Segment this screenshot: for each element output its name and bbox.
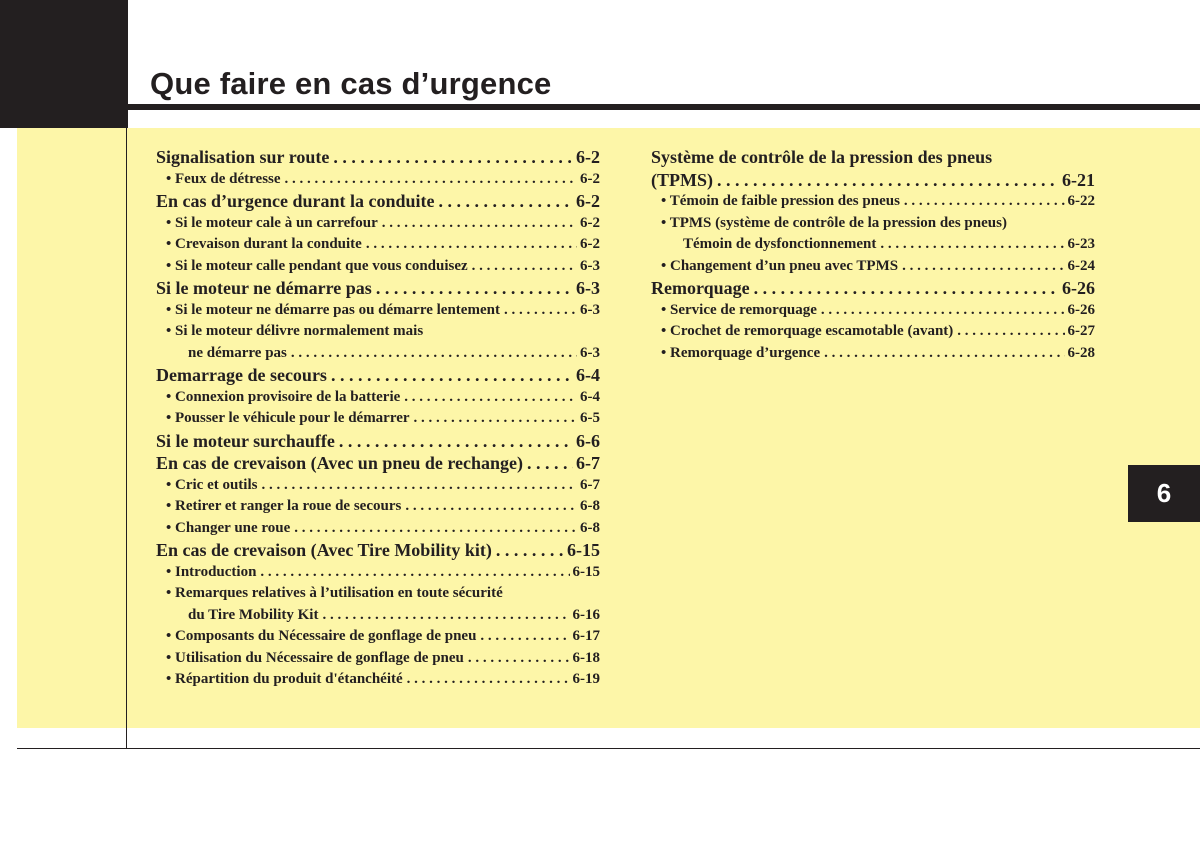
toc-subentry[interactable] [651, 256, 1095, 278]
toc-entry-label: • Pousser le véhicule pour le démarrer [166, 410, 410, 426]
toc-entry-label: • Introduction [166, 563, 257, 580]
toc-subentry[interactable] [156, 343, 600, 365]
toc-section-entry[interactable] [156, 190, 600, 213]
toc-page-number: 6-27 [1067, 323, 1095, 339]
toc-section-entry[interactable] [156, 277, 600, 300]
toc-page-number: 6-4 [580, 388, 600, 405]
dot-leader [257, 475, 577, 497]
dot-leader [335, 430, 573, 453]
dot-leader [403, 669, 570, 691]
toc-entry-label: • Crochet de remorquage escamotable (avant) [661, 323, 954, 339]
dot-leader [372, 277, 573, 300]
toc-entry-label: En cas d’urgence durant la conduite [156, 191, 435, 211]
toc-entry-label: • Connexion provisoire de la batterie [166, 388, 401, 405]
footer-rule [17, 748, 1200, 749]
toc-entry-label: Témoin de dysfonctionnement [683, 236, 877, 252]
toc-page-number: 6-26 [1067, 301, 1095, 318]
toc-section-entry[interactable] [156, 146, 600, 169]
toc-page-number: 6-17 [572, 628, 600, 644]
toc-page-number: 6-8 [580, 519, 600, 536]
dot-leader [401, 496, 577, 518]
toc-subentry[interactable] [156, 256, 600, 278]
toc-page-number: 6-22 [1067, 193, 1095, 209]
toc-entry-label: • Feux de détresse [166, 170, 281, 187]
toc-subentry[interactable] [156, 669, 600, 691]
margin-rule [126, 110, 127, 748]
dot-leader [464, 648, 570, 670]
page-title: Que faire en cas d’urgence [150, 66, 552, 101]
toc-subentry[interactable] [156, 213, 600, 235]
dot-leader [750, 277, 1059, 300]
toc-section-entry[interactable] [156, 364, 600, 387]
dot-leader [500, 300, 577, 322]
toc-section-entry[interactable] [156, 430, 600, 453]
toc-subentry[interactable] [156, 562, 600, 584]
toc-page-number: 6-16 [572, 606, 600, 623]
chapter-tab: 6 [1128, 465, 1200, 522]
dot-leader [876, 234, 1064, 256]
toc-subentry[interactable] [651, 234, 1095, 256]
toc-page-number: 6-6 [576, 430, 600, 451]
toc-section-entry[interactable] [651, 169, 1095, 192]
toc-page-number: 6-2 [576, 147, 600, 167]
toc-section-entry[interactable] [156, 539, 600, 562]
dot-leader [400, 387, 577, 409]
toc-page-number: 6-19 [572, 671, 600, 687]
toc-page-number: 6-23 [1067, 236, 1095, 252]
toc-subentry[interactable] [651, 191, 1095, 213]
dot-leader [318, 605, 569, 627]
toc-entry-label: • Si le moteur calle pendant que vous conduisez [166, 257, 468, 274]
toc-entry-label: Si le moteur ne démarre pas [156, 278, 372, 298]
toc-entry-label: • Retirer et ranger la roue de secours [166, 498, 402, 514]
toc-entry-label: • Changement d’un pneu avec TPMS [661, 257, 899, 274]
toc-subentry[interactable] [156, 300, 600, 322]
toc-page-number: 6-7 [580, 476, 600, 493]
dot-leader [476, 626, 569, 648]
toc-subentry[interactable] [651, 343, 1095, 365]
dot-leader [468, 256, 577, 278]
toc-subentry[interactable] [156, 169, 600, 191]
dot-leader [410, 408, 577, 430]
toc-subentry[interactable] [651, 300, 1095, 322]
toc-entry-label: • Si le moteur cale à un carrefour [166, 214, 378, 231]
toc-section-entry[interactable] [651, 277, 1095, 300]
toc-page-number: 6-24 [1067, 257, 1095, 274]
toc-page-number: 6-2 [576, 191, 600, 211]
toc-subentry[interactable] [156, 387, 600, 409]
dot-leader [329, 146, 573, 169]
toc-page-number: 6-2 [580, 170, 600, 187]
toc-entry-label: (TPMS) [651, 169, 713, 190]
dot-leader [492, 539, 564, 562]
dot-leader [820, 343, 1064, 365]
toc-page-number: 6-15 [572, 563, 600, 580]
dot-leader [256, 562, 569, 584]
toc-entry-label: Signalisation sur route [156, 147, 330, 167]
toc-page-number: 6-3 [580, 301, 600, 318]
toc-subentry[interactable] [156, 605, 600, 627]
toc-entry-label: ne démarre pas [188, 344, 287, 361]
corner-block [0, 0, 128, 128]
dot-leader [898, 256, 1064, 278]
toc-entry-label: Si le moteur surchauffe [156, 430, 335, 451]
toc-entry-label: • Répartition du produit d'étanchéité [166, 671, 403, 687]
toc-subentry[interactable] [156, 583, 600, 605]
toc-subentry[interactable] [156, 496, 600, 518]
toc-page-number: 6-8 [580, 498, 600, 514]
toc-subentry[interactable] [156, 475, 600, 497]
toc-subentry[interactable] [156, 648, 600, 670]
title-rule [128, 104, 1200, 110]
dot-leader [281, 169, 577, 191]
toc-entry-label: • Changer une roue [166, 519, 291, 536]
toc-page-number: 6-15 [567, 540, 600, 560]
toc-subentry[interactable] [651, 321, 1095, 343]
toc-section-entry[interactable] [651, 146, 1095, 169]
toc-entry-label: • Témoin de faible pression des pneus [661, 193, 900, 209]
toc-entry-label: • Service de remorquage [661, 301, 817, 318]
toc-column-right [651, 146, 1095, 364]
toc-subentry[interactable] [156, 234, 600, 256]
toc-page-number: 6-28 [1067, 344, 1095, 361]
toc-entry-label: • Remorquage d’urgence [661, 344, 821, 361]
toc-entry-label: Demarrage de secours [156, 365, 327, 385]
toc-entry-label: • Crevaison durant la conduite [166, 236, 362, 252]
dot-leader [290, 518, 577, 540]
dot-leader [523, 452, 573, 475]
dot-leader [362, 234, 577, 256]
toc-entry-label: • Remarques relatives à l’utilisation en toute sécurité [166, 585, 503, 601]
dot-leader [327, 364, 573, 387]
toc-section-entry[interactable] [156, 452, 600, 475]
toc-subentry[interactable] [156, 321, 600, 343]
dot-leader [900, 191, 1065, 213]
toc-page-number: 6-4 [576, 365, 600, 385]
dot-leader [713, 169, 1059, 192]
toc-entry-label: du Tire Mobility Kit [188, 606, 319, 623]
toc-entry-label: • Utilisation du Nécessaire de gonflage de pneu [166, 649, 464, 666]
toc-page-number: 6-18 [572, 649, 600, 666]
toc-entry-label: • Cric et outils [166, 476, 258, 493]
toc-subentry[interactable] [156, 408, 600, 430]
toc-page-number: 6-7 [576, 453, 600, 473]
toc-entry-label: • Composants du Nécessaire de gonflage de pneu [166, 628, 477, 644]
dot-leader [287, 343, 577, 365]
dot-leader [378, 213, 577, 235]
toc-page-number: 6-2 [580, 236, 600, 252]
toc-entry-label: Remorquage [651, 278, 750, 298]
toc-entry-label: Système de contrôle de la pression des pneus [651, 147, 993, 167]
toc-entry-label: • Si le moteur délivre normalement mais [166, 323, 424, 339]
toc-entry-label: En cas de crevaison (Avec Tire Mobility kit) [156, 540, 492, 560]
toc-subentry[interactable] [156, 518, 600, 540]
toc-page-number: 6-3 [580, 344, 600, 361]
toc-page-number: 6-26 [1062, 278, 1095, 298]
toc-page-number: 6-2 [580, 214, 600, 231]
toc-subentry[interactable] [156, 626, 600, 648]
toc-page-number: 6-3 [580, 257, 600, 274]
dot-leader [817, 300, 1065, 322]
dot-leader [953, 321, 1064, 343]
toc-page-number: 6-21 [1062, 169, 1095, 190]
toc-page-number: 6-3 [576, 278, 600, 298]
toc-entry-label: • Si le moteur ne démarre pas ou démarre lentement [166, 301, 500, 318]
toc-column-left [156, 146, 600, 691]
toc-entry-label: • TPMS (système de contrôle de la pression des pneus) [661, 214, 1007, 231]
dot-leader [435, 190, 573, 213]
toc-page-number: 6-5 [580, 410, 600, 426]
toc-entry-label: En cas de crevaison (Avec un pneu de rechange) [156, 453, 523, 473]
toc-subentry[interactable] [651, 213, 1095, 235]
